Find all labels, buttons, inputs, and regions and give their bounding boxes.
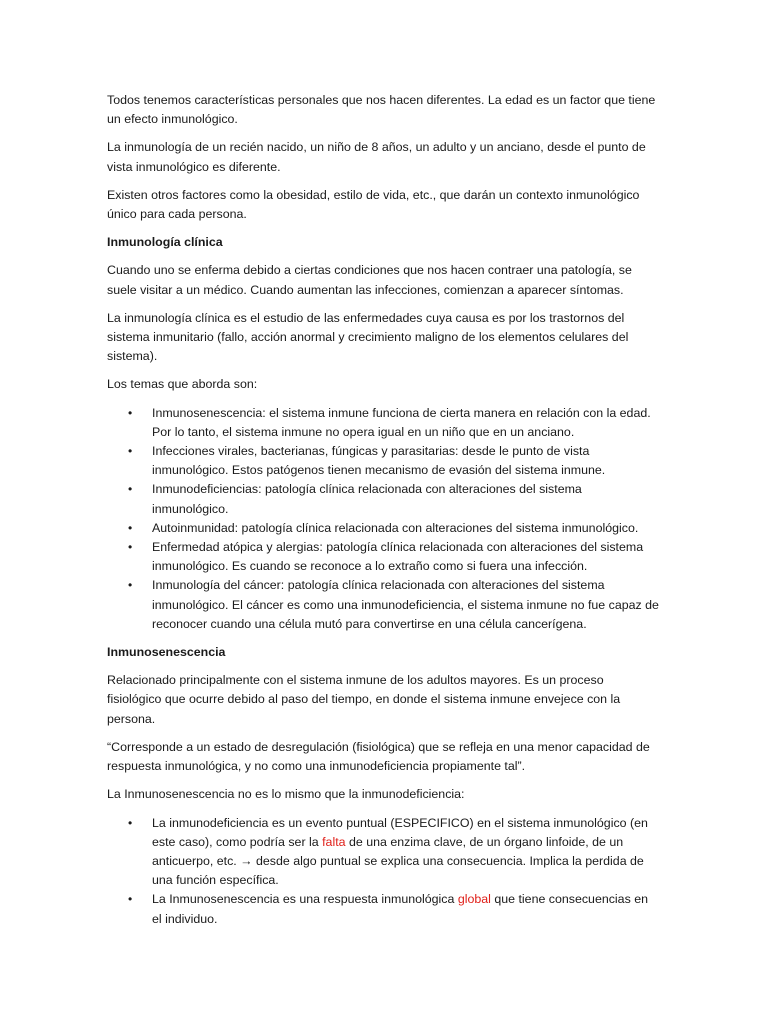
list-item-text: Autoinmunidad: patología clínica relacionada con alteraciones del sistema inmunológico.: [152, 520, 639, 535]
list-item-text: Inmunosenescencia: el sistema inmune funciona de cierta manera en relación con la edad. Por lo tanto, el sistema inmune no opera igual en un niño que en un anciano.: [152, 405, 651, 439]
section1-paragraph-1: Cuando uno se enferma debido a ciertas condiciones que nos hacen contraer una patología, se suele visitar a un médico. Cuando aumentan las infecciones, comienzan a aparecer síntomas.: [107, 263, 632, 297]
list-item-text: Inmunodeficiencias: patología clínica relacionada con alteraciones del sistema inmunológico.: [152, 482, 582, 516]
bullet-icon: •: [128, 815, 133, 830]
section2-paragraph-1: Relacionado principalmente con el sistema inmune de los adultos mayores. Es un proceso fisiológico que ocurre debido al paso del tiempo, en donde el sistema inmune envejece con la persona.: [107, 673, 621, 726]
comparison-list: [107, 814, 659, 929]
bullet-icon: •: [128, 892, 133, 907]
list-item-text-after: que tiene consecuencias en el individuo.: [152, 892, 648, 926]
bullet-icon: •: [128, 444, 133, 459]
section-heading-inmunologia-clinica: Inmunología clínica: [107, 235, 223, 250]
bullet-icon: •: [128, 482, 133, 497]
list-item: [107, 480, 659, 518]
section2-paragraph-3: La Inmunosenescencia no es lo mismo que la inmunodeficiencia:: [107, 787, 465, 802]
intro-paragraph-3: Existen otros factores como la obesidad, estilo de vida, etc., que darán un contexto inmunológico único para cada persona.: [107, 187, 640, 222]
list-item: [107, 814, 659, 891]
list-item-text: Inmunología del cáncer: patología clínica relacionada con alteraciones del sistema inmunológico. El cáncer es como una inmunodeficiencia, el sistema inmune no fue capaz de reconocer cuando una célula mutó para convertirse en una célula cancerígena.: [152, 578, 659, 631]
bullet-icon: •: [128, 540, 133, 555]
section1-paragraph-3: Los temas que aborda son:: [107, 377, 258, 392]
list-item: [107, 890, 659, 928]
intro-paragraph-2: La inmunología de un recién nacido, un niño de 8 años, un adulto y un anciano, desde el punto de vista inmunológico es diferente.: [107, 140, 646, 174]
bullet-icon: •: [128, 520, 133, 535]
intro-paragraph-1: Todos tenemos características personales que nos hacen diferentes. La edad es un factor que tiene un efecto inmunológico.: [107, 93, 656, 127]
list-item: [107, 576, 659, 634]
section-heading-inmunosenescencia: Inmunosenescencia: [107, 645, 226, 660]
list-item: [107, 538, 659, 576]
document-page: [107, 91, 659, 938]
list-item: [107, 404, 659, 442]
list-item-text-after: de una enzima clave, de un órgano linfoide, de un anticuerpo, etc. → desde algo puntual se explica una consecuencia. Implica la perdida de una función específica.: [152, 834, 644, 888]
list-item: [107, 519, 659, 538]
section1-paragraph-2: La inmunología clínica es el estudio de las enfermedades cuya causa es por los trastornos del sistema inmunitario (fallo, acción anormal y crecimiento maligno de los elementos celulares del sistema).: [107, 310, 629, 364]
list-item-text-before: La inmunodeficiencia es un evento puntual (ESPECIFICO) en el sistema inmunológico (en este caso), como podría ser la: [152, 815, 648, 849]
list-item: [107, 442, 659, 480]
highlighted-word: global: [457, 892, 491, 907]
list-item-text-before: La Inmunosenescencia es una respuesta inmunológica: [152, 892, 458, 907]
topics-list: [107, 404, 659, 634]
bullet-icon: •: [128, 405, 133, 420]
bullet-icon: •: [128, 578, 133, 593]
section2-paragraph-2: “Corresponde a un estado de desregulación (fisiológica) que se refleja en una menor capacidad de respuesta inmunológica, y no como una inmunodeficiencia propiamente tal”.: [107, 739, 650, 774]
highlighted-word: falta: [322, 834, 346, 849]
list-item-text: Enfermedad atópica y alergias: patología clínica relacionada con alteraciones del sistema inmunológico. Es cuando se reconoce a lo extraño como si fuera una infección.: [152, 540, 644, 574]
list-item-text: Infecciones virales, bacterianas, fúngicas y parasitarias: desde le punto de vista inmunológico. Estos patógenos tienen mecanismo de evasión del sistema inmune.: [152, 444, 606, 478]
